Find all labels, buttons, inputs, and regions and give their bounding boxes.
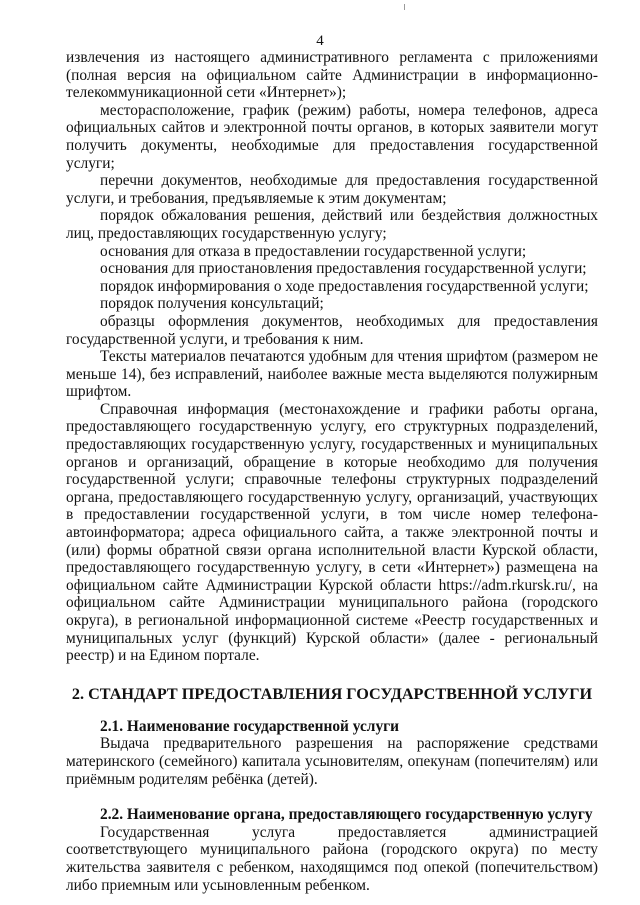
paragraph-consultations: порядок получения консультаций; bbox=[100, 295, 324, 313]
paragraph-document-samples: образцы оформления документов, необходимых для предоставления государственной услуги, и требования к ним. bbox=[66, 312, 598, 348]
scan-mark bbox=[404, 4, 405, 10]
paragraph-appeal-procedure: порядок обжалования решения, действий или бездействия должностных лиц, предоставляющих государственную услугу; bbox=[66, 207, 598, 242]
subsection-heading-2-1: 2.1. Наименование государственной услуги bbox=[100, 717, 399, 735]
paragraph-documents-list: перечни документов, необходимые для предоставления государственной услуги, и требования, предъявляемые к этим документам; bbox=[66, 172, 598, 207]
paragraph-reference-info: Справочная информация (местонахождение и графики работы органа, предоставляющего государственную услугу, его структурных подразделений, предоставляющих государственную услугу, государственных и муниципальных органов и организаций, обращение в которые необходимо для получения государственной услуги; справочные телефоны структурных подразделений органа, предоставляющего государственную услугу, организаций, участвующих в предоставлении государственной услуги, в том числе номер телефона-автоинформатора; адреса официального сайта, а также электронной почты и (или) формы обратной связи органа исполнительной власти Курской области, предоставляющего государственную услугу, в сети «Интернет») размещена на официальном сайте Администрации Курской области https://adm.rkursk.ru/, на официальном сайте Администрации муниципального района (городского округа), в региональной информационной системе «Реестр государственных и муниципальных услуг (функций) Курской области» (далее - региональный реестр) и на Едином портале. bbox=[66, 400, 598, 665]
paragraph-service-name: Выдача предварительного разрешения на распоряжение средствами материнского (семейного) капитала усыновителям, опекунам (попечителям) или приёмным родителям ребёнка (детей). bbox=[66, 735, 598, 788]
page-number: 4 bbox=[316, 33, 324, 49]
paragraph-location: месторасположение, график (режим) работы, номера телефонов, адреса официальных сайтов и электронной почты органов, в которых заявители могут получить документы, необходимые для предоставления государственной услуги; bbox=[66, 101, 598, 172]
paragraph-excerpt: извлечения из настоящего административного регламента с приложениями (полная версия на официальном сайте Администрации в информационно-телекоммуникационной сети «Интернет»); bbox=[66, 49, 598, 102]
paragraph-font-requirements: Тексты материалов печатаются удобным для чтения шрифтом (размером не меньше 14), без исправлений, наиболее важные места выделяются полужирным шрифтом. bbox=[66, 348, 598, 401]
page-content bbox=[66, 49, 598, 894]
paragraph-service-provider: Государственная услуга предоставляется администрацией соответствующего муниципального района (городского округа) по месту жительства заявителя с ребенком, находящимся под опекой (попечительством) либо приемным или усыновленным ребенком. bbox=[66, 823, 598, 894]
paragraph-progress-info: порядок информирования о ходе предоставления государственной услуги; bbox=[100, 277, 589, 295]
subsection-heading-2-2: 2.2. Наименование органа, предоставляющего государственную услугу bbox=[100, 806, 593, 824]
paragraph-suspension-grounds: основания для приостановления предоставления государственной услуги; bbox=[100, 260, 587, 278]
section-title: 2. СТАНДАРТ ПРЕДОСТАВЛЕНИЯ ГОСУДАРСТВЕННОЙ УСЛУГИ bbox=[71, 684, 593, 703]
paragraph-refusal-grounds: основания для отказа в предоставлении государственной услуги; bbox=[100, 242, 527, 260]
